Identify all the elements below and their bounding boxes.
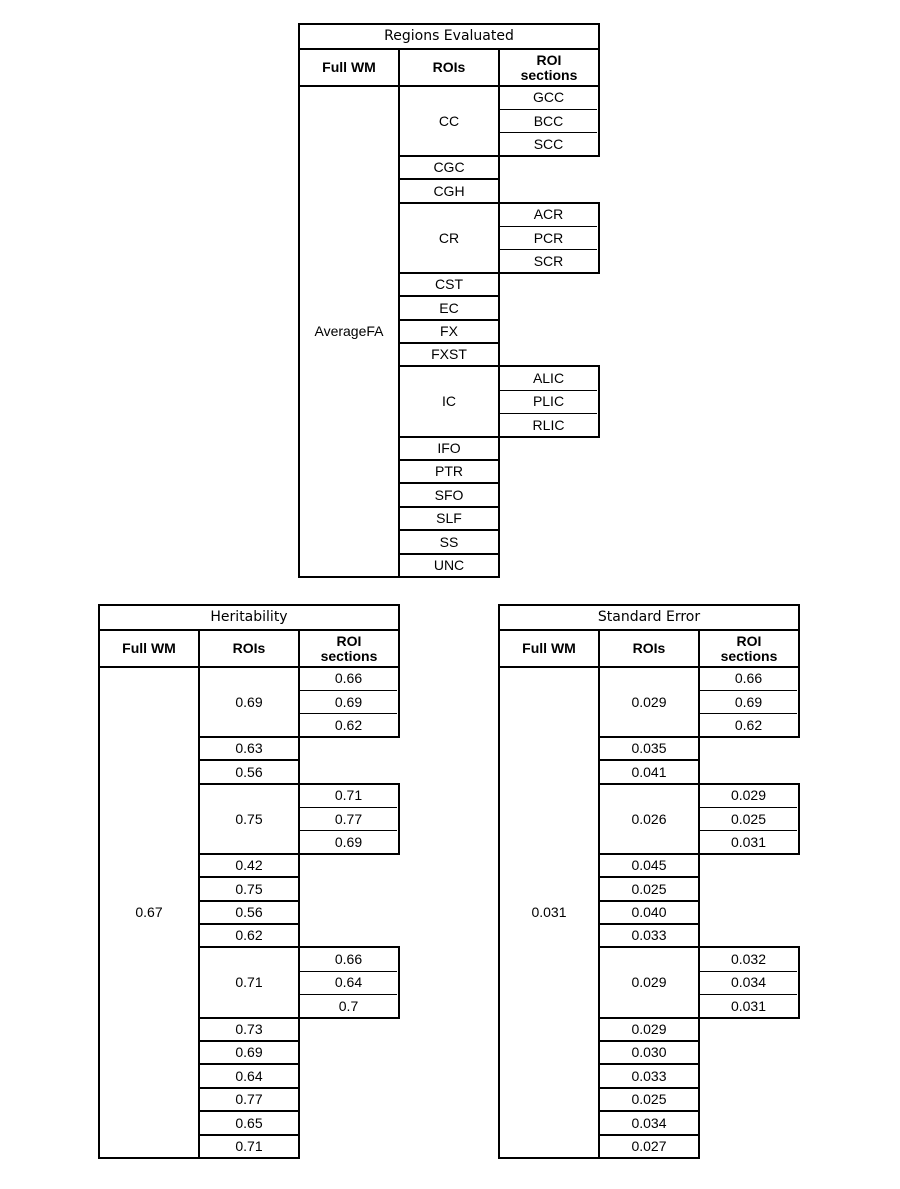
roi-section-group: [498, 202, 600, 275]
roi-cell: CGH: [398, 178, 500, 204]
roi-cell: 0.025: [598, 1087, 700, 1113]
table-title: Heritability: [98, 604, 400, 632]
roi-cell: SS: [398, 529, 500, 555]
roi-cell: CC: [398, 85, 500, 158]
roi-cell: UNC: [398, 553, 500, 579]
roi-cell: IC: [398, 365, 500, 438]
roi-cell: 0.69: [198, 666, 300, 739]
roi-section-cell: 0.69: [300, 830, 397, 853]
roi-cell: 0.033: [598, 1063, 700, 1089]
roi-section-group: [698, 783, 800, 856]
header-rois: ROIs: [598, 629, 700, 668]
roi-cell: 0.75: [198, 783, 300, 856]
roi-cell: 0.025: [598, 876, 700, 902]
roi-cell: 0.030: [598, 1040, 700, 1066]
roi-cell: 0.69: [198, 1040, 300, 1066]
roi-cell: 0.62: [198, 923, 300, 949]
roi-cell: IFO: [398, 436, 500, 462]
roi-section-cell: 0.64: [300, 971, 397, 994]
full-wm-cell: 0.67: [98, 666, 200, 1160]
roi-cell: 0.041: [598, 759, 700, 785]
roi-section-cell: RLIC: [500, 413, 597, 436]
roi-section-cell: 0.025: [700, 807, 797, 830]
roi-cell: EC: [398, 295, 500, 321]
roi-section-cell: SCR: [500, 249, 597, 272]
roi-section-cell: 0.029: [700, 785, 797, 807]
roi-section-cell: 0.69: [700, 690, 797, 713]
roi-cell: 0.77: [198, 1087, 300, 1113]
roi-cell: 0.42: [198, 853, 300, 879]
roi-cell: PTR: [398, 459, 500, 485]
roi-section-cell: 0.031: [700, 830, 797, 853]
roi-section-group: [698, 666, 800, 739]
roi-cell: 0.029: [598, 946, 700, 1019]
roi-cell: CR: [398, 202, 500, 275]
table-title: Regions Evaluated: [298, 23, 600, 51]
roi-section-cell: 0.71: [300, 785, 397, 807]
header-roi-sections: ROI sections: [698, 629, 800, 668]
header-full-wm: Full WM: [298, 48, 400, 87]
header-full-wm: Full WM: [498, 629, 600, 668]
roi-cell: 0.035: [598, 736, 700, 762]
roi-cell: 0.75: [198, 876, 300, 902]
roi-cell: CST: [398, 272, 500, 298]
roi-section-cell: GCC: [500, 87, 597, 109]
roi-cell: SFO: [398, 482, 500, 508]
roi-section-cell: 0.62: [700, 713, 797, 736]
roi-cell: 0.71: [198, 946, 300, 1019]
roi-section-cell: 0.034: [700, 971, 797, 994]
roi-section-cell: 0.66: [300, 948, 397, 970]
roi-section-group: [498, 365, 600, 438]
roi-section-group: [298, 783, 400, 856]
roi-cell: 0.045: [598, 853, 700, 879]
roi-section-cell: 0.62: [300, 713, 397, 736]
header-rois: ROIs: [198, 629, 300, 668]
roi-cell: 0.65: [198, 1110, 300, 1136]
roi-section-cell: 0.031: [700, 994, 797, 1017]
roi-section-cell: 0.66: [700, 668, 797, 690]
roi-section-cell: ALIC: [500, 367, 597, 389]
roi-section-group: [498, 85, 600, 158]
roi-section-cell: PCR: [500, 226, 597, 249]
roi-section-cell: ACR: [500, 204, 597, 226]
roi-section-cell: 0.66: [300, 668, 397, 690]
roi-section-cell: 0.77: [300, 807, 397, 830]
roi-cell: 0.027: [598, 1134, 700, 1160]
roi-cell: FX: [398, 319, 500, 345]
roi-cell: 0.71: [198, 1134, 300, 1160]
roi-cell: 0.026: [598, 783, 700, 856]
roi-section-group: [698, 946, 800, 1019]
header-rois: ROIs: [398, 48, 500, 87]
standard-error-table: [498, 604, 800, 1159]
table-title: Standard Error: [498, 604, 800, 632]
header-roi-sections: ROI sections: [298, 629, 400, 668]
roi-section-group: [298, 666, 400, 739]
roi-cell: FXST: [398, 342, 500, 368]
heritability-table: [98, 604, 400, 1159]
roi-cell: 0.64: [198, 1063, 300, 1089]
roi-cell: 0.56: [198, 900, 300, 926]
roi-cell: 0.56: [198, 759, 300, 785]
roi-section-cell: PLIC: [500, 390, 597, 413]
roi-section-cell: 0.69: [300, 690, 397, 713]
full-wm-cell: AverageFA: [298, 85, 400, 579]
roi-cell: 0.034: [598, 1110, 700, 1136]
roi-section-group: [298, 946, 400, 1019]
roi-cell: 0.029: [598, 1017, 700, 1043]
roi-cell: CGC: [398, 155, 500, 181]
roi-cell: 0.73: [198, 1017, 300, 1043]
header-roi-sections: ROI sections: [498, 48, 600, 87]
regions-evaluated-table: [298, 23, 600, 578]
roi-section-cell: 0.032: [700, 948, 797, 970]
roi-cell: 0.029: [598, 666, 700, 739]
full-wm-cell: 0.031: [498, 666, 600, 1160]
roi-cell: 0.040: [598, 900, 700, 926]
roi-section-cell: SCC: [500, 132, 597, 155]
roi-cell: 0.033: [598, 923, 700, 949]
roi-section-cell: BCC: [500, 109, 597, 132]
header-full-wm: Full WM: [98, 629, 200, 668]
roi-cell: SLF: [398, 506, 500, 532]
roi-cell: 0.63: [198, 736, 300, 762]
roi-section-cell: 0.7: [300, 994, 397, 1017]
